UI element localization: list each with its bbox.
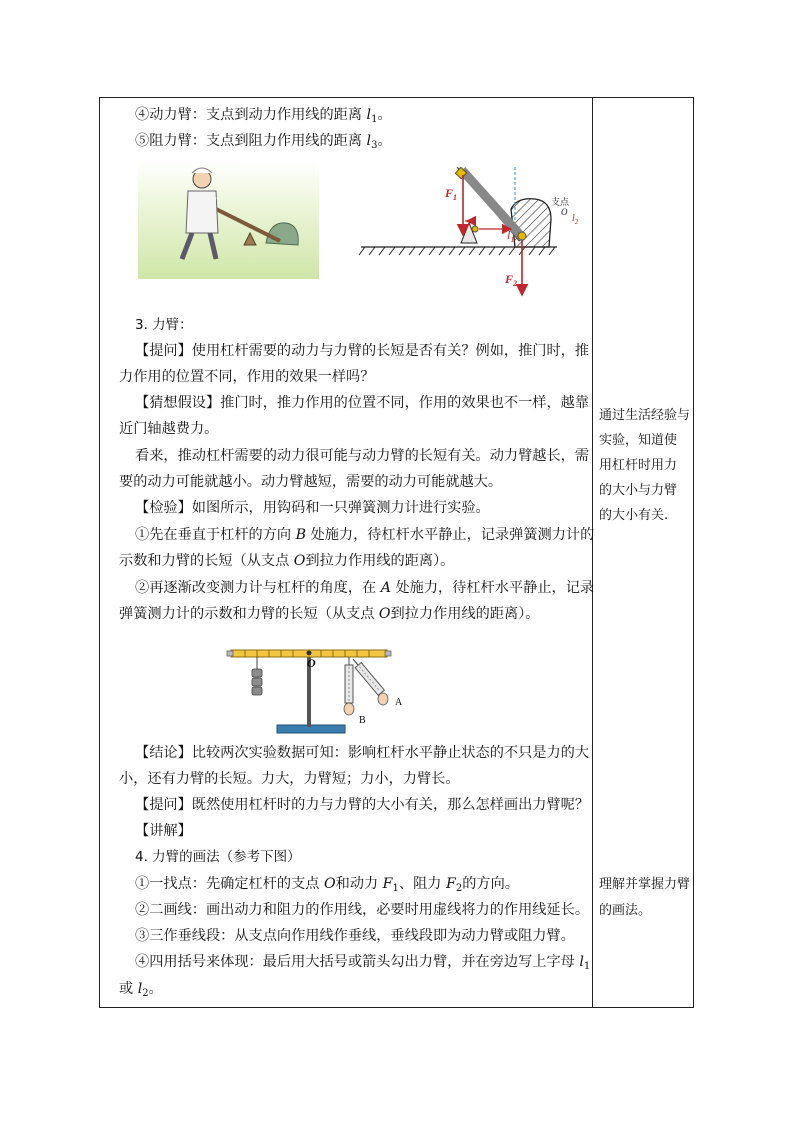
svg-text:支点: 支点 [551,198,570,208]
method-step-1: ①一找点：先确定杠杆的支点 O和动力 $F_1$、阻力 $F_2$的方向。 [135,876,519,894]
step-2-line-2: 弹簧测力计的示数和力臂的长短（从支点 O到拉力作用线的距离）。 [119,606,540,622]
step-1-line-2: 示数和力臂的长短（从支点 O到拉力作用线的距离）。 [119,553,455,569]
step-1-line-1: ①先在垂直于杠杆的方向 B 处施力，待杠杆水平静止，记录弹簧测力计的 [135,527,595,543]
section-3-heading: 3. 力臂： [135,317,193,333]
svg-text:O: O [561,207,568,217]
paragraph-3-line-1: 看来，推动杠杆需要的动力很可能与动力臂的长短有关。动力臂越长，需 [135,448,590,464]
svg-text:F1: $F_1$ [445,186,458,202]
side-note-2-line: 理解并掌握力臂 [599,877,691,892]
section-4-heading: 4. 力臂的画法（参考下图） [135,849,301,865]
method-step-2: ②二画线：画出动力和阻力的作用线，必要时用虚线将力的作用线延长。 [135,902,590,918]
method-step-3: ③三作垂线段：从支点向作用线作垂线，垂线段即为动力臂或阻力臂。 [135,928,575,944]
svg-text:O: O [307,656,316,670]
side-note-2-line: 的画法。 [599,903,652,918]
paragraph-3-line-2: 要的动力可能就越小。动力臂越短，需要的动力可能就越大。 [119,474,503,490]
effort-arm-definition: ④动力臂：支点到动力作用线的距离 $l_1$。 [135,107,392,125]
method-step-4-line-1: ④四用括号来体现：最后用大括号或箭头勾出力臂，并在旁边写上字母 $l_1$ [135,954,591,972]
lever-experiment-diagram [227,643,423,737]
svg-text:l2: $l_2$ [572,213,579,226]
main-column [99,97,595,1008]
conclusion-line-2: 小，还有力臂的长短。力大，力臂短；力小，力臂长。 [119,771,460,787]
svg-text:B: B [359,715,366,726]
side-note-1-line: 的大小与力臂 [599,483,678,498]
side-note-1-line: 的大小有关. [599,508,669,523]
method-step-4-line-2: 或 $l_2$。 [119,981,163,999]
conclusion-line-1: 【结论】比较两次实验数据可知：影响杠杆水平静止状态的不只是力的大 [135,745,590,761]
resistance-arm-definition: ⑤阻力臂：支点到阻力作用线的距离 $l_3$。 [135,133,392,151]
hypothesis-line-2: 近门轴越费力。 [119,421,219,437]
svg-text:l1: $l_1$ [507,228,515,244]
hypothesis-line-1: 【猜想假设】推门时，推力作用的位置不同，作用的效果也不一样，越靠 [135,395,590,411]
question-2-line: 【提问】既然使用杠杆时的力与力臂的大小有关，那么怎样画出力臂呢？ [135,797,590,813]
explanation-heading: 【讲解】 [135,823,192,839]
side-notes-column [593,97,694,1008]
scientist-lever-illustration [138,161,319,279]
svg-text:F2: $F_2$ [505,272,518,288]
svg-text:A: A [395,697,403,708]
lever-force-diagram [339,161,579,311]
question-1-line-2: 力作用的位置不同，作用的效果一样吗？ [119,369,375,385]
question-1-line-1: 【提问】使用杠杆需要的动力与力臂的长短是否有关？例如，推门时，推 [135,343,590,359]
side-note-1-line: 实验，知道使 [599,433,678,448]
step-2-line-1: ②再逐渐改变测力计与杠杆的角度，在 A 处施力，待杠杆水平静止，记录 [135,580,595,596]
side-note-1-line: 用杠杆时用力 [599,458,678,473]
side-note-1-line: 通过生活经验与 [599,408,691,423]
test-line: 【检验】如图所示，用钩码和一只弹簧测力计进行实验。 [135,500,490,516]
